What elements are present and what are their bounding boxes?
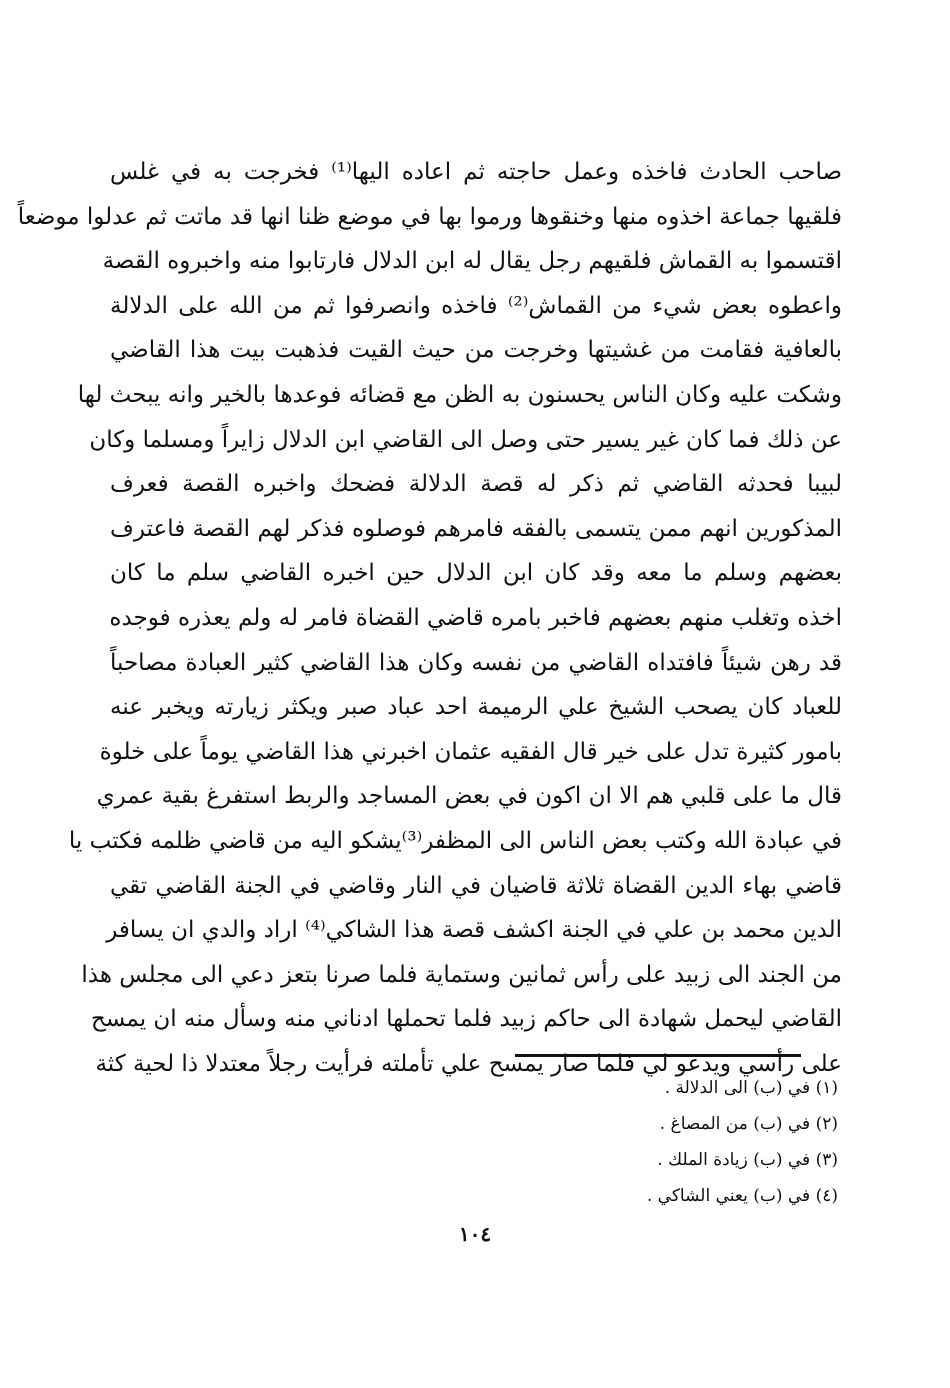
text-line: اقتسموا به القماش فلقيهم رجل يقال له ابن الدلال فارتابوا منه واخبروه القصة <box>102 248 842 275</box>
page-number: ١٠٤ <box>458 1222 492 1246</box>
text-line: قاضي بهاء الدين القضاة ثلاثة قاضيان في النار وقاضي في الجنة القاضي تقي <box>110 872 842 899</box>
text-line: فلقيها جماعة اخذوه منها وخنقوها ورموا بها في موضع ظنا انها قد ماتت ثم عدلوا موضعاً <box>17 203 842 230</box>
text-line: للعباد كان يصحب الشيخ علي الرميمة احد عباد صبر ويكثر زيارته ويخبر عنه <box>110 694 842 721</box>
text-line: القاضي ليحمل شهادة الى حاكم زبيد فلما تحملها ادناني منه وسأل منه ان يمسح <box>91 1006 842 1033</box>
text-line: في عبادة الله وكتب بعض الناس الى المظفر⁽³⁾يشكو اليه من قاضي ظلمه فكتب يا <box>68 827 842 854</box>
text-line: المذكورين انهم ممن يتسمى بالفقه فامرهم فوصلوه فذكر لهم القصة فاعترف <box>110 515 842 542</box>
text-line: عن ذلك فما كان غير يسير حتى وصل الى القاضي ابن الدلال زايراً ومسلما وكان <box>89 426 842 453</box>
text-line: بالعافية فقامت من غشيتها وخرجت من حيث القيت فذهبت بيت هذا القاضي <box>110 337 842 364</box>
footnotes-block <box>420 1070 838 1214</box>
footnote-divider <box>515 1054 801 1057</box>
text-line: من الجند الى زبيد على رأس ثمانين وستماية فلما صرنا بتعز دعي الى مجلس هذا <box>81 961 842 988</box>
footnote-item: (٣) في (ب) زيادة الملك . <box>657 1150 838 1170</box>
text-line: اخذه وتغلب منهم بعضهم فاخبر بامره قاضي القضاة فامر له ولم يعذره فوجده <box>109 604 842 631</box>
footnote-item: (١) في (ب) الى الدلالة . <box>664 1078 838 1098</box>
footnote-item: (٢) في (ب) من المصاغ . <box>659 1114 838 1134</box>
text-line: الدين محمد بن علي في الجنة اكشف قصة هذا الشاكي⁽⁴⁾ اراد والدي ان يسافر <box>106 917 842 944</box>
main-text-block <box>17 150 842 1086</box>
text-line: قال ما على قلبي هم الا ان اكون في بعض المساجد والربط استفرغ بقية عمري <box>96 783 842 810</box>
text-line: قد رهن شيئاً فافتداه القاضي من نفسه وكان هذا القاضي كثير العبادة مصاحباً <box>110 649 842 676</box>
footnote-item: (٤) في (ب) يعني الشاكي . <box>646 1186 838 1206</box>
text-line: بامور كثيرة تدل على خير قال الفقيه عثمان اخبرني هذا القاضي يوماً على خلوة <box>99 738 842 765</box>
text-line: صاحب الحادث فاخذه وعمل حاجته ثم اعاده اليها⁽¹⁾ فخرجت به في غلس <box>110 159 842 185</box>
text-line: واعطوه بعض شيء من القماش⁽²⁾ فاخذه وانصرفوا ثم من الله على الدلالة <box>110 292 842 319</box>
text-line: لبيبا فحدثه القاضي ثم ذكر له قصة الدلالة فضحك واخبره القصة فعرف <box>110 471 842 498</box>
text-line: على رأسي ويدعو لي فلما صار يمسح علي تأملته فرأيت رجلاً معتدلا ذا لحية كثة <box>95 1050 842 1077</box>
text-line: بعضهم وسلم ما معه وقد كان ابن الدلال حين اخبره القاضي سلم ما كان <box>110 560 842 587</box>
text-line: وشكت عليه وكان الناس يحسنون به الظن مع قضائه فوعدها بالخير وانه يبحث لها <box>77 381 842 408</box>
